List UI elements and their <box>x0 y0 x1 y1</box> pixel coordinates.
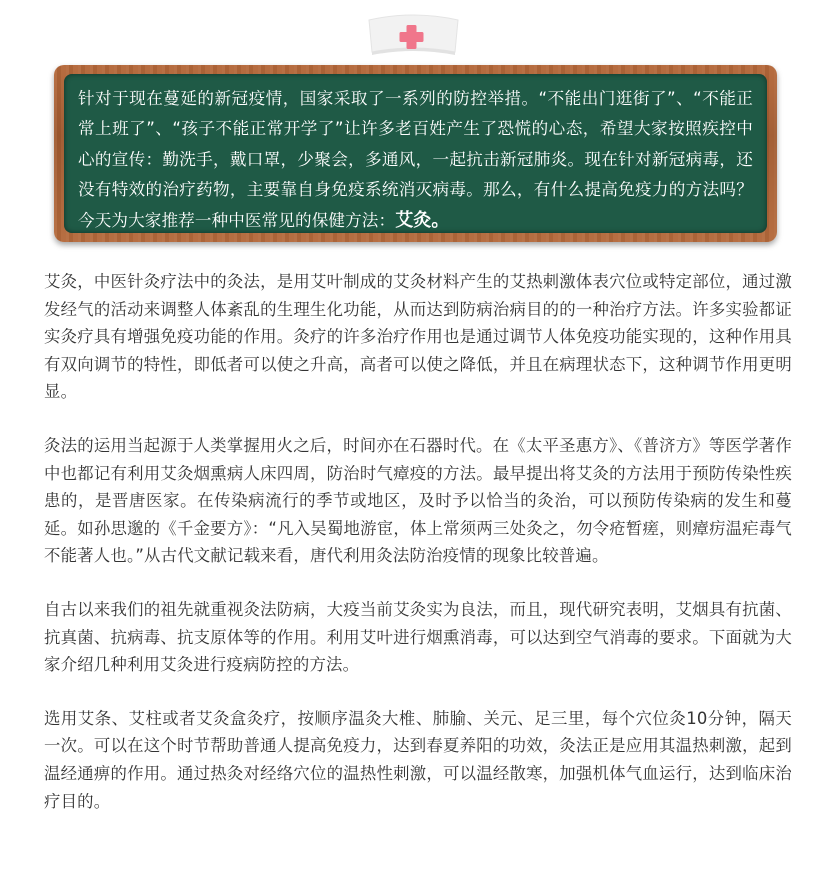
article-paragraph: 自古以来我们的祖先就重视灸法防病，大疫当前艾灸实为良法，而且，现代研究表明，艾烟具有抗菌、抗真菌、抗病毒、抗支原体等的作用。利用艾叶进行烟熏消毒，可以达到空气消毒的要求。下面就为大家介绍几种利用艾灸进行疫病防控的方法。 <box>44 599 792 675</box>
article-paragraph: 艾灸，中医针灸疗法中的灸法，是用艾叶制成的艾灸材料产生的艾热刺激体表穴位或特定部位，通过激发经气的活动来调整人体紊乱的生理生化功能，从而达到防病治病目的的一种治疗方法。许多实验都证实灸疗具有增强免疫功能的作用。灸疗的许多治疗作用也是通过调节人体免疫功能实现的，这种作用具有双向调节的特性，即低者可以使之升高，高者可以使之降低，并且在病理状态下，这种调节作用更明显。 <box>44 272 792 402</box>
intro-paragraph <box>78 84 753 236</box>
article-body <box>44 268 792 841</box>
chalkboard <box>64 74 767 233</box>
chalkboard-frame <box>54 65 777 242</box>
intro-highlight: 艾灸。 <box>395 209 450 231</box>
article-paragraph: 选用艾条、艾柱或者艾灸盒灸疗，按顺序温灸大椎、肺腧、关元、足三里，每个穴位灸10分钟，隔天一次。可以在这个时节帮助普通人提高免疫力，达到春夏养阳的功效，灸法正是应用其温热刺激，起到温经通痹的作用。通过热灸对经络穴位的温热性刺激，可以温经散寒，加强机体气血运行，达到临床治疗目的。 <box>44 708 792 811</box>
nurse-cap-icon <box>365 14 462 56</box>
article-paragraph: 灸法的运用当起源于人类掌握用火之后，时间亦在石器时代。在《太平圣惠方》、《普济方》等医学著作中也都记有利用艾灸烟熏病人床四周，防治时气瘴疫的方法。最早提出将艾灸的方法用于预防传染性疾患的，是晋唐医家。在传染病流行的季节或地区，及时予以恰当的灸治，可以预防传染病的发生和蔓延。如孙思邈的《千金要方》：“凡入吴蜀地游宦，体上常须两三处灸之，勿令疮暂瘥，则瘴疠温疟毒气不能著人也。”从古代文献记载来看，唐代利用灸法防治疫情的现象比较普遍。 <box>44 435 792 566</box>
intro-text: 针对于现在蔓延的新冠疫情，国家采取了一系列的防控举措。“不能出门逛街了”、“不能正常上班了”、“孩子不能正常开学了”让许多老百姓产生了恐慌的心态，希望大家按照疾控中心的宣传：勤洗手，戴口罩，少聚会，多通风，一起抗击新冠肺炎。现在针对新冠病毒，还没有特效的治疗药物，主要靠自身免疫系统消灭病毒。那么，有什么提高免疫力的方法吗？今天为大家推荐一种中医常见的保健方法： <box>78 89 753 230</box>
